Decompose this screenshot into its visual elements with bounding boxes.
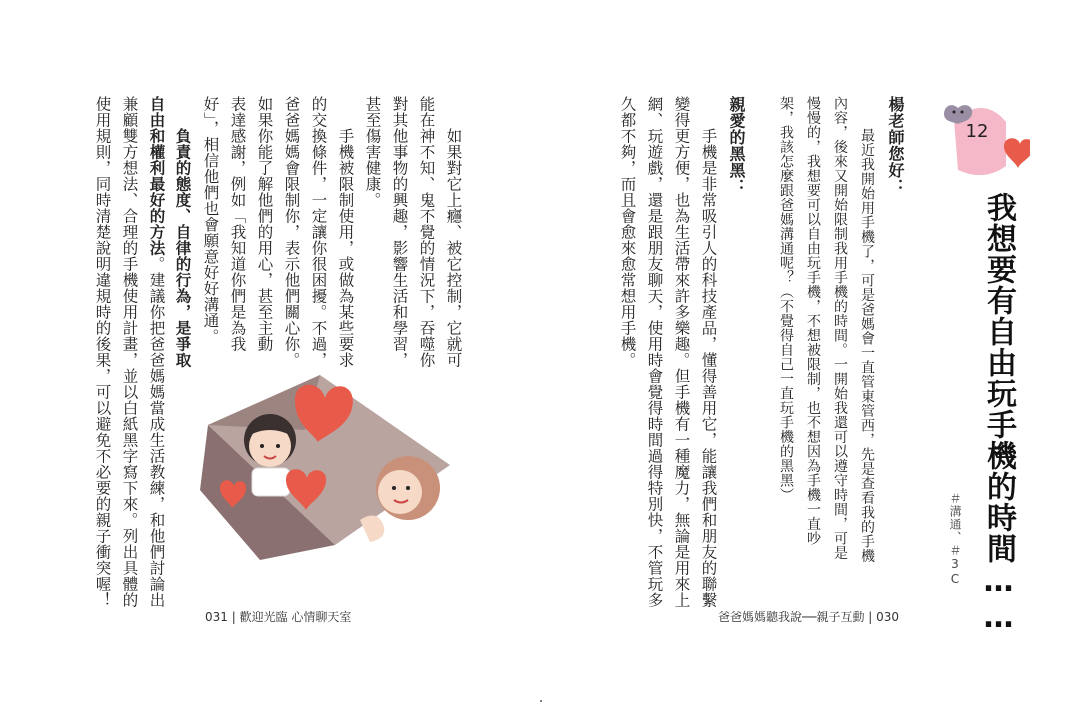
letter-greeting: 楊老師您好： xyxy=(886,96,905,195)
para3-line-2 xyxy=(148,96,165,608)
para1-line-4: 甚至傷害健康。 xyxy=(363,96,382,208)
chapter-heart-icon xyxy=(1004,138,1030,168)
chapter-title: 我想要有自由玩手機的時間…… xyxy=(981,192,1016,636)
reply-line-2: 變得更方便，也為生活帶來許多樂趣。但手機有一種魔力，無論是用來上 xyxy=(672,96,691,608)
letter-line-3: 慢慢的，我想要可以自由玩手機，不想被限制，也不想因為手機一直吵 xyxy=(805,96,821,546)
right-footer: 爸爸媽媽聽我說──親子互動 | 030 xyxy=(718,610,900,624)
para1-line-2: 能在神不知、鬼不覺的情況下，吞噬你 xyxy=(417,96,436,368)
letter-line-4: 架，我該怎麼跟爸媽溝通呢？（不覺得自己一直玩手機的黑黑） xyxy=(778,96,794,502)
woman-face xyxy=(378,470,422,514)
para1-line-1: 如果對它上癮、被它控制，它就可 xyxy=(444,128,463,368)
para2-line-1: 手機被限制使用，或做為某些要求 xyxy=(336,128,355,368)
reply-greeting: 親愛的黑黑： xyxy=(727,96,746,195)
para2-line-2: 的交換條件，一定讓你很困擾。不過， xyxy=(309,96,328,368)
para2-line-3: 爸爸媽媽會限制你，表示他們關心你。 xyxy=(282,96,301,368)
para3-line-1: 負責的態度、自律的行為，是爭取 xyxy=(173,128,193,368)
para3-line-2-rest: 。建議你把爸爸媽媽當成生活教練，和他們討論出 xyxy=(147,256,166,608)
reply-line-1: 手機是非常吸引人的科技產品，懂得善用它，能讓我們和朋友的聯繫 xyxy=(699,128,718,608)
para2-line-5: 表達感謝，例如「我知道你們是為我 xyxy=(228,96,247,352)
cloud-eye-right xyxy=(961,111,964,114)
reply-line-4: 久都不夠，而且會愈來愈常想用手機。 xyxy=(618,96,637,368)
girl-shirt xyxy=(252,468,290,496)
woman-hand xyxy=(360,515,384,542)
letter-line-1: 最近我開始用手機了，可是爸媽會一直管東管西，先是查看我的手機 xyxy=(859,128,875,563)
letter-line-2: 內容，後來又開始限制我用手機的時間。一開始我還可以遵守時間，可是 xyxy=(832,96,848,560)
chapter-tags: ＃溝通、＃3C xyxy=(948,492,962,587)
cloud-eye-left xyxy=(953,111,956,114)
para1-line-3: 對其他事物的興趣，影響生活和學習， xyxy=(390,96,409,368)
woman-eye-right xyxy=(406,486,410,490)
reply-line-3: 網、玩遊戲，還是跟朋友聊天，使用時會覺得時間過得特別快，不管玩多 xyxy=(645,96,664,608)
para2-line-6: 好」，相信他們也會願意好好溝通。 xyxy=(201,96,220,345)
woman-eye-left xyxy=(392,486,396,490)
envelope-family-illustration xyxy=(200,370,468,560)
para3-line-4: 使用規則，同時清楚說明違規時的後果，可以避免不必要的親子衝突喔！ xyxy=(93,96,112,608)
chapter-number: 12 xyxy=(965,121,989,142)
para3-line-3: 兼顧雙方想法、合理的手機使用計畫，並以白紙黑字寫下來。列出具體的 xyxy=(120,96,139,608)
girl-eye-left xyxy=(260,444,264,448)
left-footer: 031 | 歡迎光臨 心情聊天室 xyxy=(205,610,352,624)
girl-eye-right xyxy=(276,444,280,448)
para2-line-4: 如果你能了解他們的用心，甚至主動 xyxy=(255,96,274,352)
para3-line-2-bold: 自由和權利最好的方法 xyxy=(147,96,167,256)
right-page xyxy=(542,0,1084,704)
center-dot xyxy=(540,700,542,702)
